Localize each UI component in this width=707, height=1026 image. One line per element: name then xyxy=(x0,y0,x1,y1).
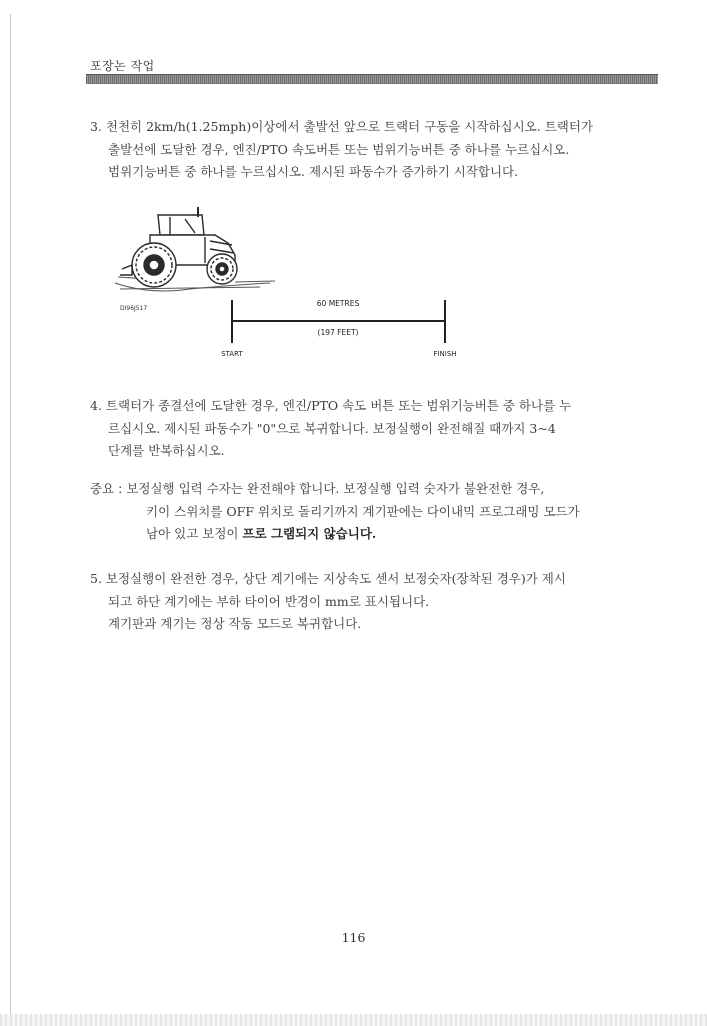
step-5-line-2: 되고 하단 계기에는 부하 타이어 반경이 mm로 표시됩니다. xyxy=(108,593,430,609)
section-title: 포장논 작업 xyxy=(90,59,155,73)
step-3-line-3: 범위기능버튼 중 하나를 누르십시오. 제시된 파동수가 증가하기 시작합니다. xyxy=(108,164,519,179)
step-4-line-3: 단계를 반복하십시오. xyxy=(108,443,225,458)
calibration-figure xyxy=(110,205,480,365)
tractor-distance-diagram xyxy=(110,205,480,365)
note-line-3-text: 남아 있고 보정이 xyxy=(146,526,243,541)
note-label: 중요 : xyxy=(90,481,123,496)
step-3-paragraph xyxy=(90,116,660,184)
step-4-line-1: 4. 트랙터가 종결선에 도달한 경우, 엔진/PTO 속도 버튼 또는 범위기능버튼 중 하나를 누 xyxy=(90,398,572,413)
step-3-line-1: 3. 천천히 2km/h(1.25mph)이상에서 출발선 앞으로 트랙터 구동을 시작하십시오. 트랙터가 xyxy=(90,119,593,134)
step-5-paragraph xyxy=(90,568,660,636)
step-5-line-1: 5. 보정실행이 완전한 경우, 상단 계기에는 지상속도 센서 보정숫자(장착된 경우)가 제시 xyxy=(90,571,566,586)
step-3-line-2: 출발선에 도달한 경우, 엔진/PTO 속도버튼 또는 범위기능버튼 중 하나를 누르십시오. xyxy=(108,141,570,157)
note-emphasis: 프로 그램되지 않습니다. xyxy=(242,526,377,541)
distance-metric-label: 60 METRES xyxy=(316,299,360,308)
page-edge-line xyxy=(10,14,11,1014)
important-note xyxy=(90,478,660,546)
figure-id-label: DI96J517 xyxy=(120,305,148,312)
tractor-illustration xyxy=(120,207,237,287)
page-number: 116 xyxy=(341,930,366,945)
header-rule xyxy=(86,74,658,84)
note-line-1-text: 보정실행 입력 수자는 완전해야 합니다. 보정실행 입력 숫자가 불완전한 경우, xyxy=(126,481,545,496)
scan-bottom-edge xyxy=(0,1014,707,1026)
note-line-3 xyxy=(90,523,660,546)
distance-imperial-label: (197 FEET) xyxy=(317,328,359,337)
note-line-2: 키이 스위치를 OFF 위치로 돌리기까지 계기판에는 다이내믹 프로그래밍 모드가 xyxy=(146,503,580,519)
note-line-1 xyxy=(90,478,660,501)
step-5-line-3: 계기판과 계기는 정상 작동 모드로 복귀합니다. xyxy=(108,616,362,631)
finish-label: FINISH xyxy=(433,350,457,358)
step-4-paragraph xyxy=(90,395,660,463)
step-4-line-2: 르십시오. 제시된 파동수가 "0"으로 복귀합니다. 보정실행이 완전해질 때까지 3~4 xyxy=(108,420,556,436)
start-label: START xyxy=(221,350,243,358)
